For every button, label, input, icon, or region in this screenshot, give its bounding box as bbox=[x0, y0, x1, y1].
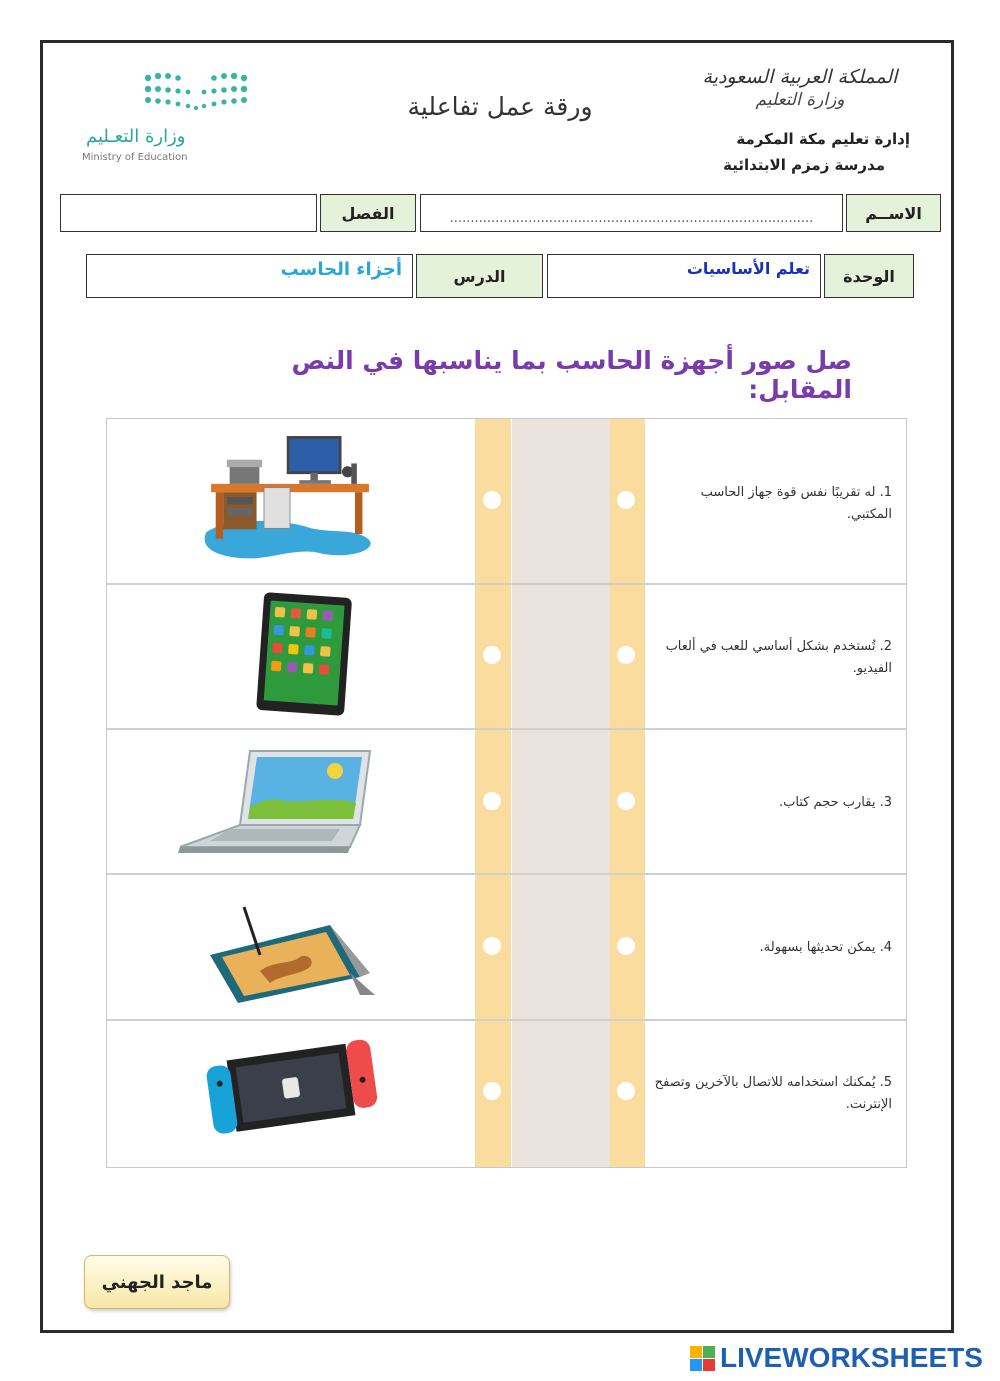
row-divider bbox=[107, 728, 906, 730]
text-match-dot-3[interactable] bbox=[617, 792, 635, 810]
liveworksheets-logo-icon bbox=[690, 1346, 716, 1372]
text-match-dot-1[interactable] bbox=[617, 491, 635, 509]
name-field[interactable]: ........................................................................................ bbox=[420, 194, 843, 232]
match-text-5: 5. يُمكنك استخدامه للاتصال بالآخرين وتصفح الإنترنت. bbox=[654, 1075, 892, 1112]
image-match-dot-4[interactable] bbox=[483, 937, 501, 955]
liveworksheets-brand bbox=[690, 1342, 990, 1374]
class-label: الفصل bbox=[320, 194, 416, 232]
name-label: الاســم bbox=[846, 194, 941, 232]
teacher-name-badge: ماجد الجهني bbox=[84, 1255, 230, 1309]
kingdom-emblem-text bbox=[700, 66, 900, 126]
logo-english-text: Ministry of Education bbox=[82, 152, 188, 163]
match-text-4: 4. يمكن تحديثها بسهولة. bbox=[759, 940, 892, 955]
logo-arabic-text: وزارة التعـليم bbox=[86, 126, 186, 147]
unit-label: الوحدة bbox=[824, 254, 914, 298]
image-match-dot-2[interactable] bbox=[483, 646, 501, 664]
game-console-icon bbox=[160, 1030, 420, 1160]
class-field[interactable] bbox=[60, 194, 317, 232]
middle-connector-area bbox=[512, 419, 610, 1167]
ministry-line: وزارة التعليم bbox=[755, 90, 845, 110]
match-text-3: 3. يقارب حجم كتاب. bbox=[778, 795, 892, 810]
ministry-logo bbox=[76, 70, 276, 170]
lesson-value: أجزاء الحاسب bbox=[86, 254, 413, 298]
image-match-dot-3[interactable] bbox=[483, 792, 501, 810]
row-divider bbox=[107, 873, 906, 875]
text-match-dot-2[interactable] bbox=[617, 646, 635, 664]
text-match-dot-5[interactable] bbox=[617, 1082, 635, 1100]
ministry-dots-icon bbox=[140, 70, 320, 126]
kingdom-line: المملكة العربية السعودية bbox=[702, 66, 898, 88]
drawing-tablet-icon bbox=[160, 890, 420, 1020]
tablet-icon bbox=[160, 590, 420, 720]
match-text-1: 1. له تقريبًا نفس قوة جهاز الحاسب المكتبي. bbox=[700, 485, 892, 522]
text-match-dot-4[interactable] bbox=[617, 937, 635, 955]
image-match-dot-5[interactable] bbox=[483, 1082, 501, 1100]
school-name: مدرسة زمزم الابتدائية bbox=[723, 156, 885, 174]
lesson-label: الدرس bbox=[416, 254, 543, 298]
brand-text: LIVEWORKSHEETS bbox=[720, 1342, 983, 1373]
desktop-computer-icon bbox=[160, 430, 420, 560]
admin-name: إدارة تعليم مكة المكرمة bbox=[736, 130, 910, 148]
laptop-icon bbox=[160, 740, 420, 870]
unit-value: تعلم الأساسيات bbox=[547, 254, 821, 298]
image-match-dot-1[interactable] bbox=[483, 491, 501, 509]
instruction-text: صل صور أجهزة الحاسب بما يناسبها في النص المقابل: bbox=[291, 346, 852, 404]
match-text-2: 2. تُستخدم بشكل أساسي للعب في ألعاب الفيديو. bbox=[665, 639, 892, 676]
page-title: ورقة عمل تفاعلية bbox=[407, 92, 593, 121]
row-divider bbox=[107, 583, 906, 585]
